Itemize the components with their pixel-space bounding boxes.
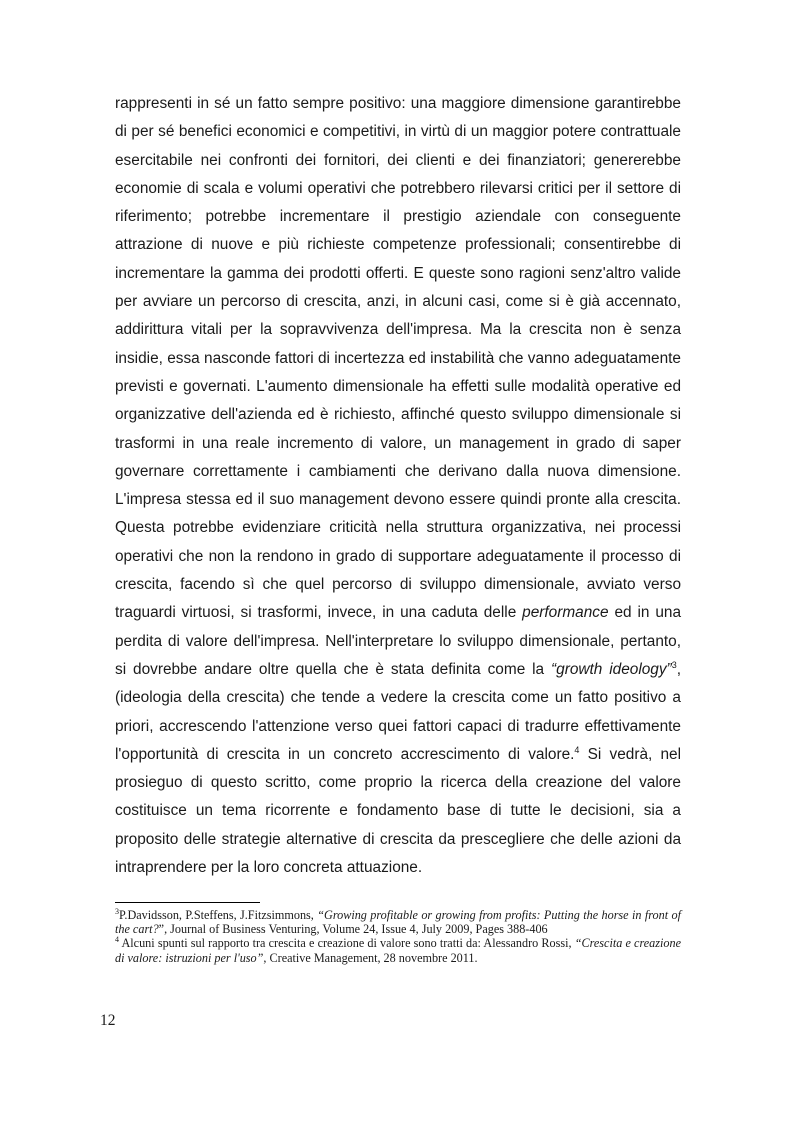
footnote-3-title: “Growing profitable or growing from profits: Putting the horse in front of the cart? [115,908,681,937]
footnote-ref-3[interactable]: 3 [671,659,677,670]
footnote-4-text: Alcuni spunti sul rapporto tra crescita e creazione di valore sono tratti da: Alessandro Rossi, [119,936,575,951]
footnote-3-rest: ”, Journal of Business Venturing, Volume 24, Issue 4, July 2009, Pages 388-406 [158,922,548,937]
footnotes [115,908,681,965]
footnote-4-mark: 4 [115,935,119,945]
emphasis-performance: performance [522,604,609,622]
footnote-ref-4[interactable]: 4 [574,744,580,755]
body-text-part-2: ed in una perdita di valore dell'impresa. Nell'interpretare lo sviluppo dimensionale, pertanto, si dovrebbe andare oltre quella che è stata definita come la [115,604,681,678]
footnote-3 [115,908,681,936]
emphasis-growth-ideology: “growth ideology” [551,660,672,678]
page-number: 12 [100,1012,116,1029]
footnote-3-authors: P.Davidsson, P.Steffens, J.Fitzsimmons, [119,908,318,922]
footnote-divider [115,902,260,903]
footnote-4 [115,936,681,964]
body-text-part-1: rappresenti in sé un fatto sempre positivo: una maggiore dimensione garantirebbe di per sé benefici economici e competitivi, in virtù di un maggior potere contrattuale esercitabile nei confronti dei fornitori, dei clienti e dei finanziatori; genererebbe economie di scala e volumi operativi che potrebbero rilevarsi critici per il settore di riferimento; potrebbe incrementare il prestigio aziendale con conseguente attrazione di nuove e più richieste competenze professionali; consentirebbe di incrementare la gamma dei prodotti offerti. E queste sono ragioni senz'altro valide per avviare un percorso di crescita, anzi, in alcuni casi, come si è già accennato, addirittura vitali per la sopravvivenza dell'impresa. Ma la crescita non è senza insidie, essa nasconde fattori di incertezza ed instabilità che vanno adeguatamente previsti e governati. L'aumento dimensionale ha effetti sulle modalità operative ed organizzative dell'azienda ed è richiesto, affinché questo sviluppo dimensionale si trasformi in una reale incremento di valore, un management in grado di saper governare correttamente i cambiamenti che derivano dalla nuova dimensione. L'impresa stessa ed il suo management devono essere quindi pronte alla crescita. Questa potrebbe evidenziare criticità nella struttura organizzativa, nei processi operativi che non la rendono in grado di supportare adeguatamente il processo di crescita, facendo sì che quel percorso di sviluppo dimensionale, avviato verso traguardi virtuosi, si trasformi, invece, in una caduta delle [115,95,681,622]
body-paragraph [115,90,681,882]
footnote-4-title: “Crescita e creazione di valore: istruzioni per l'uso” [115,936,681,965]
body-text-part-4: Si vedrà, nel prosieguo di questo scritto, come proprio la ricerca della creazione del valore costituisce un tema ricorrente e fondamento base di tutte le decisioni, sia a proposito delle strategie alternative di crescita da prescegliere che delle azioni da intraprendere per la loro concreta attuazione. [115,745,682,877]
footnote-4-rest: , Creative Management, 28 novembre 2011. [263,950,478,965]
footnote-3-mark: 3 [115,906,119,916]
body-text-part-3: , (ideologia della crescita) che tende a vedere la crescita come un fatto positivo a priori, accrescendo l'attenzione verso quei fattori capaci di tradurre effettivamente l'opportunità di crescita in un concreto accrescimento di valore. [115,660,681,763]
